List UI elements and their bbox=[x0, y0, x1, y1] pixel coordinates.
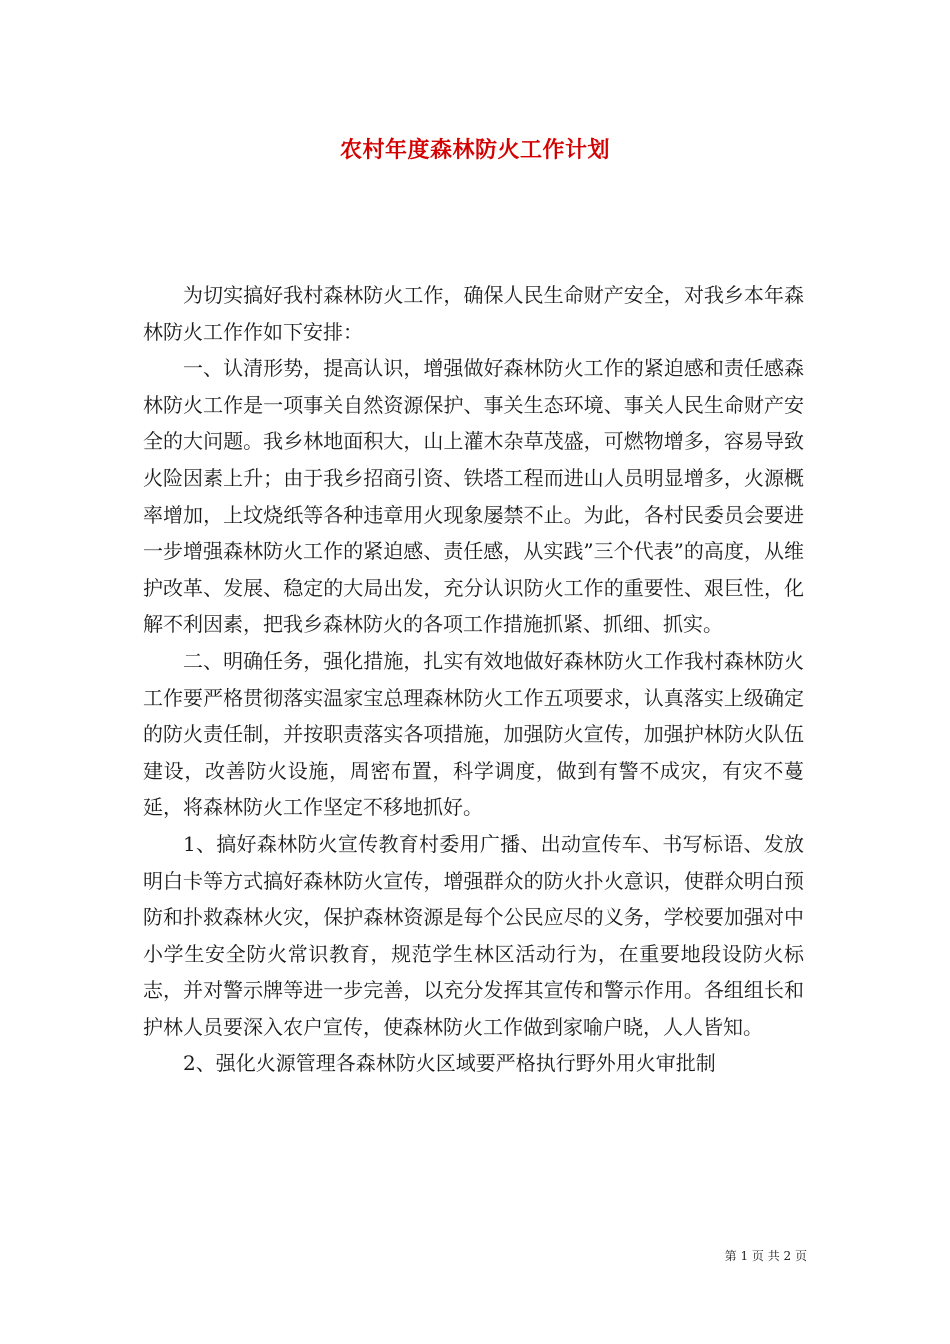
document-title: 农村年度森林防火工作计划 bbox=[339, 137, 610, 163]
paragraph-item-2: 2、强化火源管理各森林防火区域要严格执行野外用火审批制 bbox=[183, 1051, 716, 1076]
paragraph-intro: 为切实搞好我村森林防火工作，确保人民生命财产安全，对我乡本年森林防火工作作如下安排： bbox=[143, 283, 804, 344]
paragraph-section-2: 二、明确任务，强化措施，扎实有效地做好森林防火工作我村森林防火工作要严格贯彻落实温家宝总理森林防火工作五项要求，认真落实上级确定的防火责任制，并按职责落实各项措施，加强防火宣传，加强护林防火队伍建设，改善防火设施，周密布置，科学调度，做到有警不成灾，有灾不蔓延，将森林防火工作坚定不移地抓好。 bbox=[143, 648, 804, 820]
paragraph-item-1: 1、搞好森林防火宣传教育村委用广播、出动宣传车、书写标语、发放明白卡等方式搞好森林防火宣传，增强群众的防火扑火意识，使群众明白预防和扑救森林火灾，保护森林资源是每个公民应尽的义务，学校要加强对中小学生安全防火常识教育，规范学生林区活动行为，在重要地段设防火标志，并对警示牌等进一步完善，以充分发挥其宣传和警示作用。各组组长和护林人员要深入农户宣传，使森林防火工作做到家喻户晓，人人皆知。 bbox=[143, 831, 804, 1039]
paragraph-section-1: 一、认清形势，提高认识，增强做好森林防火工作的紧迫感和责任感森林防火工作是一项事关自然资源保护、事关生态环境、事关人民生命财产安全的大问题。我乡林地面积大，山上灌木杂草茂盛，可燃物增多，容易导致火险因素上升；由于我乡招商引资、铁塔工程而进山人员明显增多，火源概率增加，上坟烧纸等各种违章用火现象屡禁不止。为此，各村民委员会要进一步增强森林防火工作的紧迫感、责任感，从实践”三个代表”的高度，从维护改革、发展、稳定的大局出发，充分认识防火工作的重要性、艰巨性，化解不利因素，把我乡森林防火的各项工作措施抓紧、抓细、抓实。 bbox=[143, 356, 804, 637]
document-body bbox=[143, 277, 804, 1082]
page-number: 第 1 页 共 2 页 bbox=[724, 1249, 807, 1263]
